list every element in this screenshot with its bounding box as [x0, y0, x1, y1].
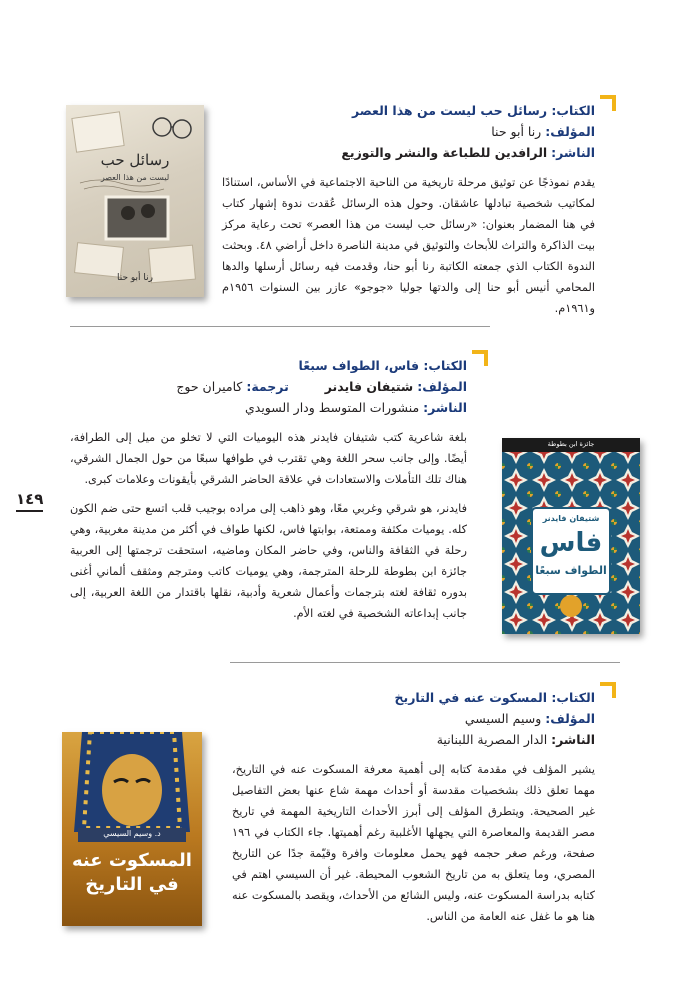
book-description: فايدنر، هو شرقي وغربي معًا، وهو ذاهب إلى مراده بوجيب قلب اتسع حتى ضم الكون كله. يوميات مكثفة وممتعة، بوابتها فاس، لكنها طواف في أكثر من مدينة مغربية، وهي رحلة في الثقافة والناس، وفي حاضر المكان وماضيه، استحقت ترجمتها إلى العربية جائزة ابن بطوطة للرحلة المترجمة، وهي يوميات كاتب ومترجم ومثقف ألماني أغنى بدوره ثقافة لغته بترجمات وأعمال شعرية وأدبية، نقلها باقتدار من اللغة العربية، إلى جانب إبداعاته الشخصية في لغته الأم. [70, 502, 467, 620]
book-title-line [232, 690, 595, 705]
book-entry [222, 103, 595, 319]
author-label: المؤلف: [545, 711, 595, 726]
publisher-name: منشورات المتوسط ودار السويدي [244, 400, 420, 415]
cover-author: شتيفان فايدنر [542, 514, 600, 523]
author-label: المؤلف: [545, 124, 595, 139]
translator-label: ترجمة: [246, 379, 289, 394]
author-name: شتيفان فايدنر [324, 379, 414, 394]
cover-collage-art [66, 105, 204, 297]
page-number: ١٤٩ [16, 490, 43, 512]
publisher-line [232, 732, 595, 747]
book-description: بلغة شاعرية كتب شتيفان فايدنر هذه اليوميات التي لا تخلو من ميل إلى الطرافة، أيضًا. وإلى جانب سحر اللغة وهي تقترب في طوافها سبعًا من حول الجمال الشرقي، هناك تلك التأملات والاستعادات في علاقة الحاضر الشرقي بأيقونات وعلامات كبرى. [70, 431, 467, 486]
publisher-label: الناشر: [551, 145, 595, 160]
publisher-line [222, 145, 595, 160]
book-title-label: الكتاب: [551, 690, 595, 705]
book-entry [70, 358, 467, 624]
book-title: رسائل حب ليست من هذا العصر [351, 103, 548, 118]
publisher-label: الناشر: [423, 400, 467, 415]
cover-subtitle: ليست من هذا العصر [100, 173, 170, 182]
author-line [222, 124, 595, 139]
book-description: يقدم نموذجًا عن توثيق مرحلة تاريخية من الناحية الاجتماعية في الأساس، استنادًا لمكاتيب شخصية تبادلها عاشقان. وحول هذه الرسائل عُقدت ندوة إشهار كتاب في هنا المضمار بعنوان: «رسائل حب ليست من هذا العصر» تحت رعاية مركز بيت الذاكرة والتراث للأبحاث والتوثيق في مدينة الناصرة داخل أراضي ٤٨. وبحثت الندوة الكتاب الذي جمعته الكاتبة رنا أبو حنا، وقدمت فيه رسائل أرسلها والدها المحامي أنيس أبو حنا إلى والدتها جوليا «جوجو» عازر بين السنوات ١٩٥٦م و١٩٦١م. [222, 176, 596, 315]
book-title-label: الكتاب: [423, 358, 467, 373]
cover-author: رنا أبو حنا [117, 273, 153, 283]
book-cover-image [502, 438, 640, 634]
book-title: المسكوت عنه في التاريخ [394, 690, 548, 705]
book-title-line [222, 103, 595, 118]
book-title-line [70, 358, 467, 373]
section-divider [230, 662, 620, 663]
cover-subtitle: الطواف سبعًا [535, 564, 607, 577]
publisher-name: الدار المصرية اللبنانية [436, 732, 548, 747]
book-cover-image [66, 105, 204, 297]
author-line [70, 379, 467, 394]
section-corner-mark [472, 350, 488, 366]
author-name: رنا أبو حنا [491, 124, 542, 139]
book-cover-image [62, 732, 202, 926]
book-description: يشير المؤلف في مقدمة كتابه إلى أهمية معرفة المسكوت عنه في التاريخ، مهما تعلق ذلك بشخصيات مقدسة أو أحداث مهمة شاع عنها بعض التفاصيل غير الصحيحة. ويتطرق المؤلف إلى أبرز الأحداث التاريخية المهمة في تاريخ مصر القديمة والمعاصرة التي يجهلها الأغلبية رغم أهميتها. جاء الكتاب في ١٩٦ صفحة، ورغم صغر حجمه فهو يحمل معلومات وافرة وقيّمة جدًا عن التاريخ المصري، وما يتعلق به من تاريخ الشعوب المحيطة. غير أن السيسي اهتم في كتابه بدراسة المسكوت عنه، وليس الشائع من الأحداث، ويقصد بالمسكوت عنه هنا هو ما غفل عنه العامة من الناس. [232, 763, 595, 923]
cover-author: د. وسيم السيسي [103, 829, 161, 838]
cover-title: المسكوت عنه [72, 850, 192, 871]
section-corner-mark [600, 95, 616, 111]
cover-title: فاس [539, 528, 603, 558]
author-line [232, 711, 595, 726]
section-divider [70, 326, 490, 327]
book-title-label: الكتاب: [551, 103, 595, 118]
cover-title: في التاريخ [85, 874, 179, 895]
publisher-name: الرافدين للطباعة والنشر والتوزيع [341, 145, 548, 160]
translator-name: كاميران حوج [176, 379, 243, 394]
publisher-label: الناشر: [551, 732, 595, 747]
author-name: وسيم السيسي [464, 711, 542, 726]
book-entry [232, 690, 595, 927]
publisher-line [70, 400, 467, 415]
cover-badge: جائزة ابن بطوطة [547, 440, 595, 448]
cover-title: رسائل حب [100, 151, 170, 169]
book-title: فاس، الطواف سبعًا [298, 358, 420, 373]
section-corner-mark [600, 682, 616, 698]
author-label: المؤلف: [417, 379, 467, 394]
